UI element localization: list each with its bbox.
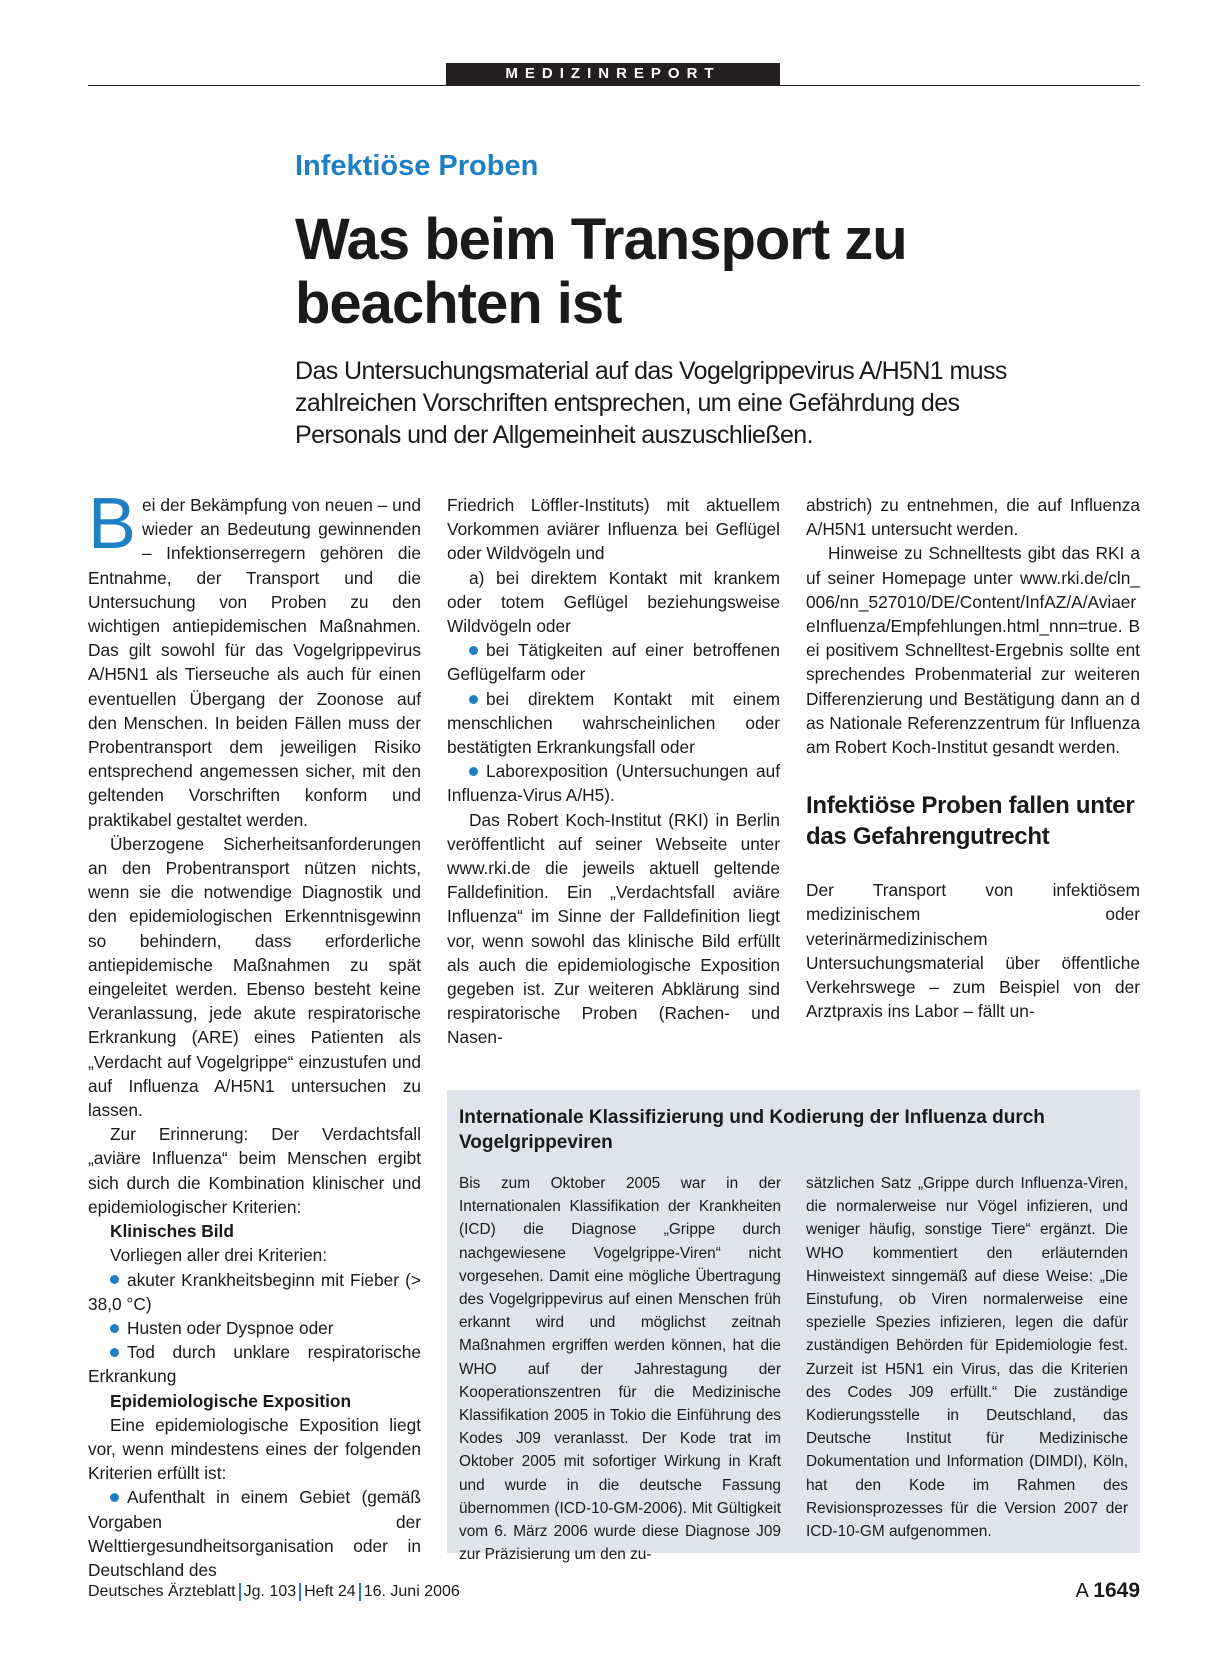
footer-citation [88, 1583, 460, 1601]
journal-name: Deutsches Ärzteblatt [88, 1583, 236, 1601]
paragraph: Friedrich Löffler-Instituts) mit aktuellem Vorkommen aviärer Influenza bei Geflügel oder Wildvögeln und [447, 495, 780, 564]
info-box-column-1 [459, 1172, 781, 1566]
bullet-icon [469, 767, 478, 776]
criteria-heading: Epidemiologische Exposition [110, 1390, 352, 1411]
bullet-icon [110, 1493, 119, 1502]
bullet-item: Tod durch unklare respiratorische Erkrankung [88, 1342, 421, 1387]
paragraph: Bei der Bekämpfung von neuen – und wieder an Bedeutung gewinnenden – Infektionserregern gehören die Entnahme, der Transport und die Untersuchung von Proben zu den wichtigen antiepidemischen Maßnahmen. Das gilt sowohl für das Vogelgrippevirus A/H5N1 als Tierseuche als auch für einen eventuellen Übergang der Zoonose auf den Menschen. In beiden Fällen muss der Probentransport dem jeweiligen Risiko entsprechend angemessen sicher, mit den geltenden Vorschriften konform und praktikabel gestaltet werden. [88, 484, 421, 830]
paragraph: Hinweise zu Schnelltests gibt das RKI auf seiner Homepage unter www.rki.de/cln_006/nn_527010/DE/Content/InfAZ/A/AviaereInfluenza/Empfehlungen.html_nnn=true. Bei positivem Schnelltest-Ergebnis sollte entsprechendes Probenmaterial zur weiteren Differenzierung und Bestätigung dann an das Nationale Referenzzentrum für Influenza am Robert Koch-Institut gesandt werden. [806, 543, 1140, 758]
bullet-icon [110, 1275, 119, 1284]
paragraph: Das Robert Koch-Institut (RKI) in Berlin veröffentlicht auf seiner Webseite unter www.rki.de die jeweils aktuell geltende Falldefinition. Ein „Verdachtsfall aviäre Influenza“ im Sinne der Falldefinition liegt vor, wenn sowohl das klinische Bild erfüllt als auch die epidemiologische Exposition gegeben ist. Zur weiteren Abklärung sind respiratorische Proben (Rachen- und Nasen- [447, 809, 780, 1048]
info-box-title: Internationale Klassifizierung und Kodierung der Influenza durch Vogelgrippeviren [459, 1107, 1045, 1153]
paragraph: Der Transport von infektiösem medizinischem oder veterinärmedizinischem Untersuchungsmaterial über öffentliche Verkehrswege – zum Beispiel von der Arztpraxis ins Labor – fällt un- [806, 880, 1140, 1022]
separator [239, 1583, 241, 1601]
article-headline: Was beim Transport zu beachten ist [295, 207, 907, 336]
paragraph: Bis zum Oktober 2005 war in der Internationalen Klassifikation der Krankheiten (ICD) die Diagnose „Grippe durch nachgewiesene Vogelgrippe-Viren“ nicht vorgesehen. Damit eine mögliche Übertragung des Vogelgrippevirus auf einen Menschen früh erkannt wird und möglichst zeitnah Maßnahmen ergriffen werden können, hat die WHO auf der Jahrestagung der Kooperationszentren für die Medizinische Klassifikation 2005 in Tokio die Einführung des Kodes J09 veranlasst. Der Kode trat im Oktober 2005 mit sofortiger Wirkung in Kraft und wurde in die deutsche Fassung übernommen (ICD-10-GM-2006). Mit Gültigkeit vom 6. März 2006 wurde diese Diagnose J09 zur Präzisierung um den zu- [459, 1175, 781, 1564]
paragraph: Zur Erinnerung: Der Verdachtsfall „aviäre Influenza“ beim Menschen ergibt sich durch die Kombination klinischer und epidemiologischer Kriterien: [88, 1124, 421, 1217]
info-box [447, 1090, 1140, 1564]
page-number: A 1649 [1075, 1579, 1140, 1602]
bullet-icon [110, 1348, 119, 1357]
bullet-item: Laborexposition (Untersuchungen auf Influenza-Virus A/H5). [447, 761, 780, 806]
section-subheading: Infektiöse Proben fallen unter das Gefahrengutrecht [806, 792, 1135, 851]
bullet-item: Husten oder Dyspnoe oder [88, 1316, 421, 1340]
paragraph: a) bei direktem Kontakt mit krankem oder totem Geflügel beziehungsweise Wildvögeln oder [447, 567, 780, 637]
separator [299, 1583, 301, 1601]
issue-date: 16. Juni 2006 [363, 1583, 460, 1601]
bullet-item: Aufenthalt in einem Gebiet (gemäß Vorgaben der Welttiergesundheitsorganisation oder in Deutschland des [88, 1487, 421, 1580]
top-rule [88, 85, 1140, 86]
article-kicker: Infektiöse Proben [295, 150, 539, 182]
volume: Jg. 103 [243, 1583, 297, 1601]
info-box-column-2 [806, 1172, 1128, 1543]
article-lead: Das Untersuchungsmaterial auf das Vogelgrippevirus A/H5N1 muss zahlreichen Vorschriften entsprechen, um eine Gefährdung des Personals und der Allgemeinheit auszuschließen. [295, 357, 1007, 449]
bullet-item: bei direktem Kontakt mit einem menschlichen wahrscheinlichen oder bestätigten Erkrankungsfall oder [447, 688, 780, 758]
issue: Heft 24 [304, 1583, 356, 1601]
section-label: MEDIZINREPORT [446, 63, 780, 85]
drop-cap: B [88, 484, 137, 564]
column-2 [447, 493, 780, 1050]
bullet-icon [469, 646, 478, 655]
bullet-item: akuter Krankheitsbeginn mit Fieber (> 38,0 °C) [88, 1269, 421, 1314]
separator [359, 1583, 361, 1601]
criteria-heading: Klinisches Bild [110, 1221, 234, 1242]
paragraph: abstrich) zu entnehmen, die auf Influenza A/H5N1 untersucht werden. [806, 495, 1140, 540]
paragraph: Vorliegen aller drei Kriterien: [110, 1245, 328, 1266]
column-1 [88, 484, 421, 1582]
bullet-icon [469, 695, 478, 704]
bullet-icon [110, 1324, 119, 1333]
paragraph: sätzlichen Satz „Grippe durch Influenza-Viren, die normalerweise nur Vögel infizieren, und weniger häufig, sonstige Tiere“ ergänzt. Die WHO kommentiert den erläuternden Hinweistext sinngemäß auf diese Weise: „Die Einstufung, ob Viren normalerweise eine spezielle Spezies infizieren, legen die dafür zuständigen Behörden für Epidemiologie fest. Zurzeit ist H5N1 ein Virus, das die Kriterien des Codes J09 erfüllt.“ Die zuständige Kodierungsstelle in Deutschland, das Deutsche Institut für Medizinische Dokumentation und Information (DIMDI), Köln, hat den Kode im Rahmen des Revisionsprozesses für die Version 2007 der ICD-10-GM aufgenommen. [806, 1175, 1128, 1541]
bullet-item: bei Tätigkeiten auf einer betroffenen Geflügelfarm oder [447, 640, 780, 685]
column-3 [806, 493, 1140, 1023]
paragraph: Eine epidemiologische Exposition liegt vor, wenn mindestens eines der folgenden Kriterien erfüllt ist: [88, 1414, 421, 1484]
paragraph: Überzogene Sicherheitsanforderungen an den Probentransport nützen nichts, wenn sie die notwendige Diagnostik und den epidemiologischen Erkenntnisgewinn so behindern, dass erforderliche antiepidemische Maßnahmen zu spät eingeleitet werden. Ebenso besteht keine Veranlassung, jede akute respiratorische Erkrankung (ARE) eines Patienten als „Verdacht auf Vogelgrippe“ einzustufen und auf Influenza A/H5N1 untersuchen zu lassen. [88, 833, 421, 1121]
